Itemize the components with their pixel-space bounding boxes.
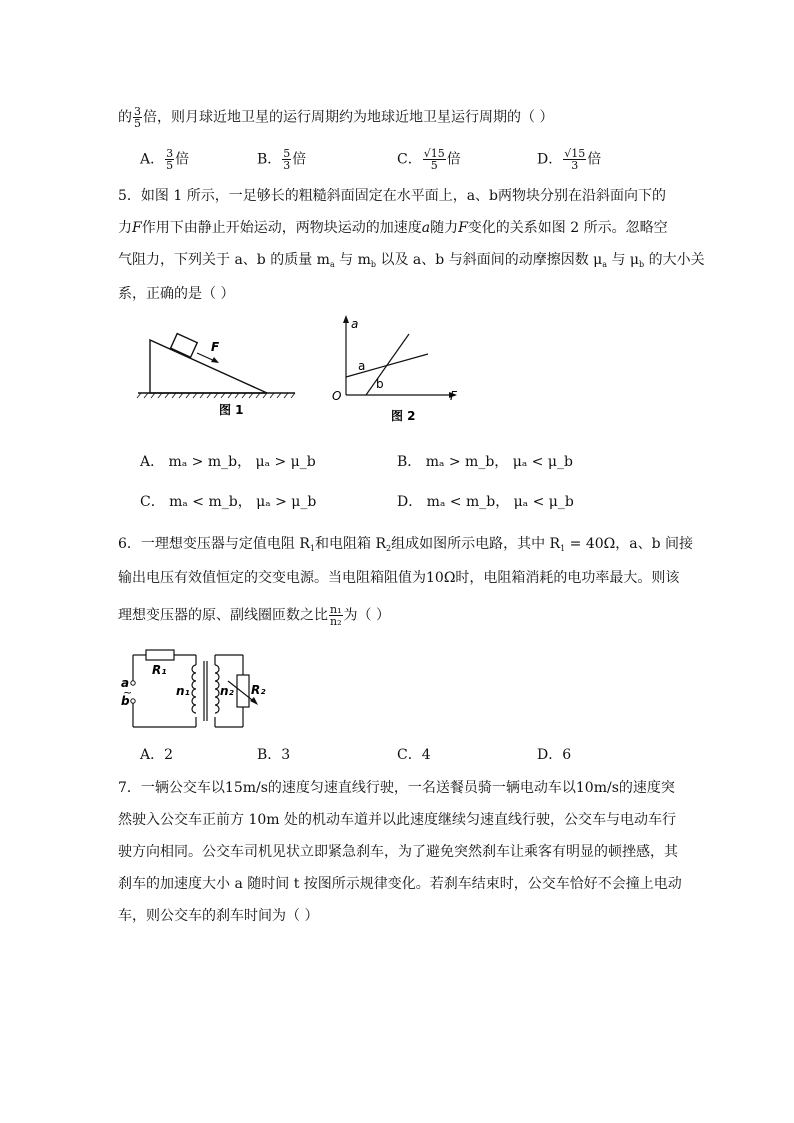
r2-resistor-box bbox=[237, 675, 249, 707]
q6-option-d[interactable]: D．6 bbox=[537, 747, 572, 763]
terminal-b-label: b bbox=[121, 694, 130, 708]
q6-stem-line2: 输出电压有效值恒定的交变电源。当电阻箱阻值为10Ω时，电阻箱消耗的电功率最大。则该 bbox=[118, 570, 680, 586]
fraction: $\frac{√15}{5}$ bbox=[423, 147, 445, 172]
q5-figure-2 bbox=[326, 312, 466, 427]
line-b bbox=[366, 334, 409, 395]
fraction: $\frac{5}{3}$ bbox=[283, 147, 291, 172]
terminal-a bbox=[131, 681, 135, 685]
q4-option-a[interactable]: A． $\frac{3}{5}$ 倍 bbox=[140, 147, 190, 172]
q7-stem-line3: 驶方向相同。公交车司机见状立即紧急刹车，为了避免突然刹车让乘客有明显的顿挫感，其 bbox=[118, 844, 678, 860]
q6-stem-line3: 理想变压器的原、副线圈匝数之比 $\frac{\text{n₁}}{\text{n₂}}$ 为（ ） bbox=[118, 603, 390, 628]
q4-option-c[interactable]: C． $\frac{√15}{5}$ 倍 bbox=[397, 147, 461, 172]
primary-coil bbox=[192, 665, 196, 713]
block bbox=[171, 334, 198, 358]
q4-option-d[interactable]: D． $\frac{√15}{3}$ 倍 bbox=[537, 147, 602, 172]
turns-ratio: $\frac{\text{n₁}}{\text{n₂}}$ bbox=[330, 603, 342, 628]
ground-hatch bbox=[137, 393, 295, 398]
ac-source-symbol: ~ bbox=[123, 686, 133, 699]
q6-option-c[interactable]: C．4 bbox=[397, 747, 431, 763]
q4-stem: 的 $\frac{3}{5}$ 倍，则月球近地卫星的运行周期约为地球近地卫星运行周期的（ ） bbox=[118, 105, 554, 130]
y-axis-label: a bbox=[351, 317, 359, 331]
q5-figure-1 bbox=[135, 320, 300, 425]
q5-option-c[interactable]: C． mₐ < m_b， μₐ > μ_b bbox=[140, 494, 317, 510]
terminal-a-label: a bbox=[121, 676, 130, 690]
q5-option-d[interactable]: D． mₐ < m_b， μₐ < μ_b bbox=[397, 494, 574, 510]
figure-2-caption: 图 2 bbox=[391, 409, 416, 423]
q6-circuit bbox=[118, 645, 278, 735]
q7-stem-line4: 刹车的加速度大小 a 随时间 t 按图所示规律变化。若刹车结束时，公交车恰好不会撞上电动 bbox=[118, 876, 682, 892]
q6-option-b[interactable]: B．3 bbox=[257, 747, 291, 763]
fraction: $\frac{3}{5}$ bbox=[166, 147, 174, 172]
q4-option-b[interactable]: B． $\frac{5}{3}$ 倍 bbox=[257, 147, 307, 172]
q7-stem-line5: 车，则公交车的刹车时间为（ ） bbox=[118, 908, 319, 924]
r1-resistor bbox=[146, 650, 174, 660]
n1-label: n₁ bbox=[176, 684, 190, 698]
q5-option-a[interactable]: A． mₐ > m_b， μₐ > μ_b bbox=[140, 454, 316, 470]
r2-label: R₂ bbox=[251, 683, 266, 697]
q6-stem-line1: 6．一理想变压器与定值电阻 $R_1$和电阻箱 $R_2$组成如图所示电路，其中 $R_1 = 40\Omega$，a、b 间接 bbox=[118, 536, 693, 553]
q7-stem-line2: 然驶入公交车正前方 10m 处的机动车道并以此速度继续匀速直线行驶，公交车与电动车行 bbox=[118, 812, 676, 828]
q5-stem-line3: 气阻力，下列关于 a、b 的质量 $m_a$ 与 $m_b$ 以及 a、b 与斜面间的动摩擦因数 $\mu_a$ 与 $\mu_b$ 的大小关 bbox=[118, 252, 705, 269]
q5-stem-line1: 5．如图 1 所示，一足够长的粗糙斜面固定在水平面上，a、b两物块分别在沿斜面向下的 bbox=[118, 188, 667, 204]
secondary-coil bbox=[215, 665, 219, 713]
origin-label: O bbox=[332, 389, 342, 403]
y-axis-arrow bbox=[343, 315, 349, 323]
line-a-label: a bbox=[358, 359, 366, 373]
q7-stem-line1: 7．一辆公交车以15m/s的速度匀速直线行驶，一名送餐员骑一辆电动车以10m/s的速度突 bbox=[118, 780, 675, 796]
r1-label: R₁ bbox=[152, 663, 167, 677]
q5-stem-line2: 力F作用下由静止开始运动，两物块运动的加速度a随力F变化的关系如图 2 所示。忽略空 bbox=[118, 220, 668, 236]
incline-triangle bbox=[150, 340, 267, 393]
q5-option-b[interactable]: B． mₐ > m_b， μₐ < μ_b bbox=[397, 454, 573, 470]
q5-stem-line4: 系，正确的是（ ） bbox=[118, 286, 235, 302]
n2-label: n₂ bbox=[220, 684, 234, 698]
force-label: F bbox=[211, 340, 220, 354]
fraction: $\frac{√15}{3}$ bbox=[564, 147, 586, 172]
line-b-label: b bbox=[376, 377, 384, 391]
x-axis-label: F bbox=[450, 389, 457, 403]
r2-arrowhead bbox=[250, 697, 258, 705]
figure-1-caption: 图 1 bbox=[219, 403, 244, 417]
q4-fraction: $\frac{3}{5}$ bbox=[134, 105, 141, 130]
terminal-b bbox=[131, 699, 135, 703]
q6-option-a[interactable]: A．2 bbox=[140, 747, 174, 763]
